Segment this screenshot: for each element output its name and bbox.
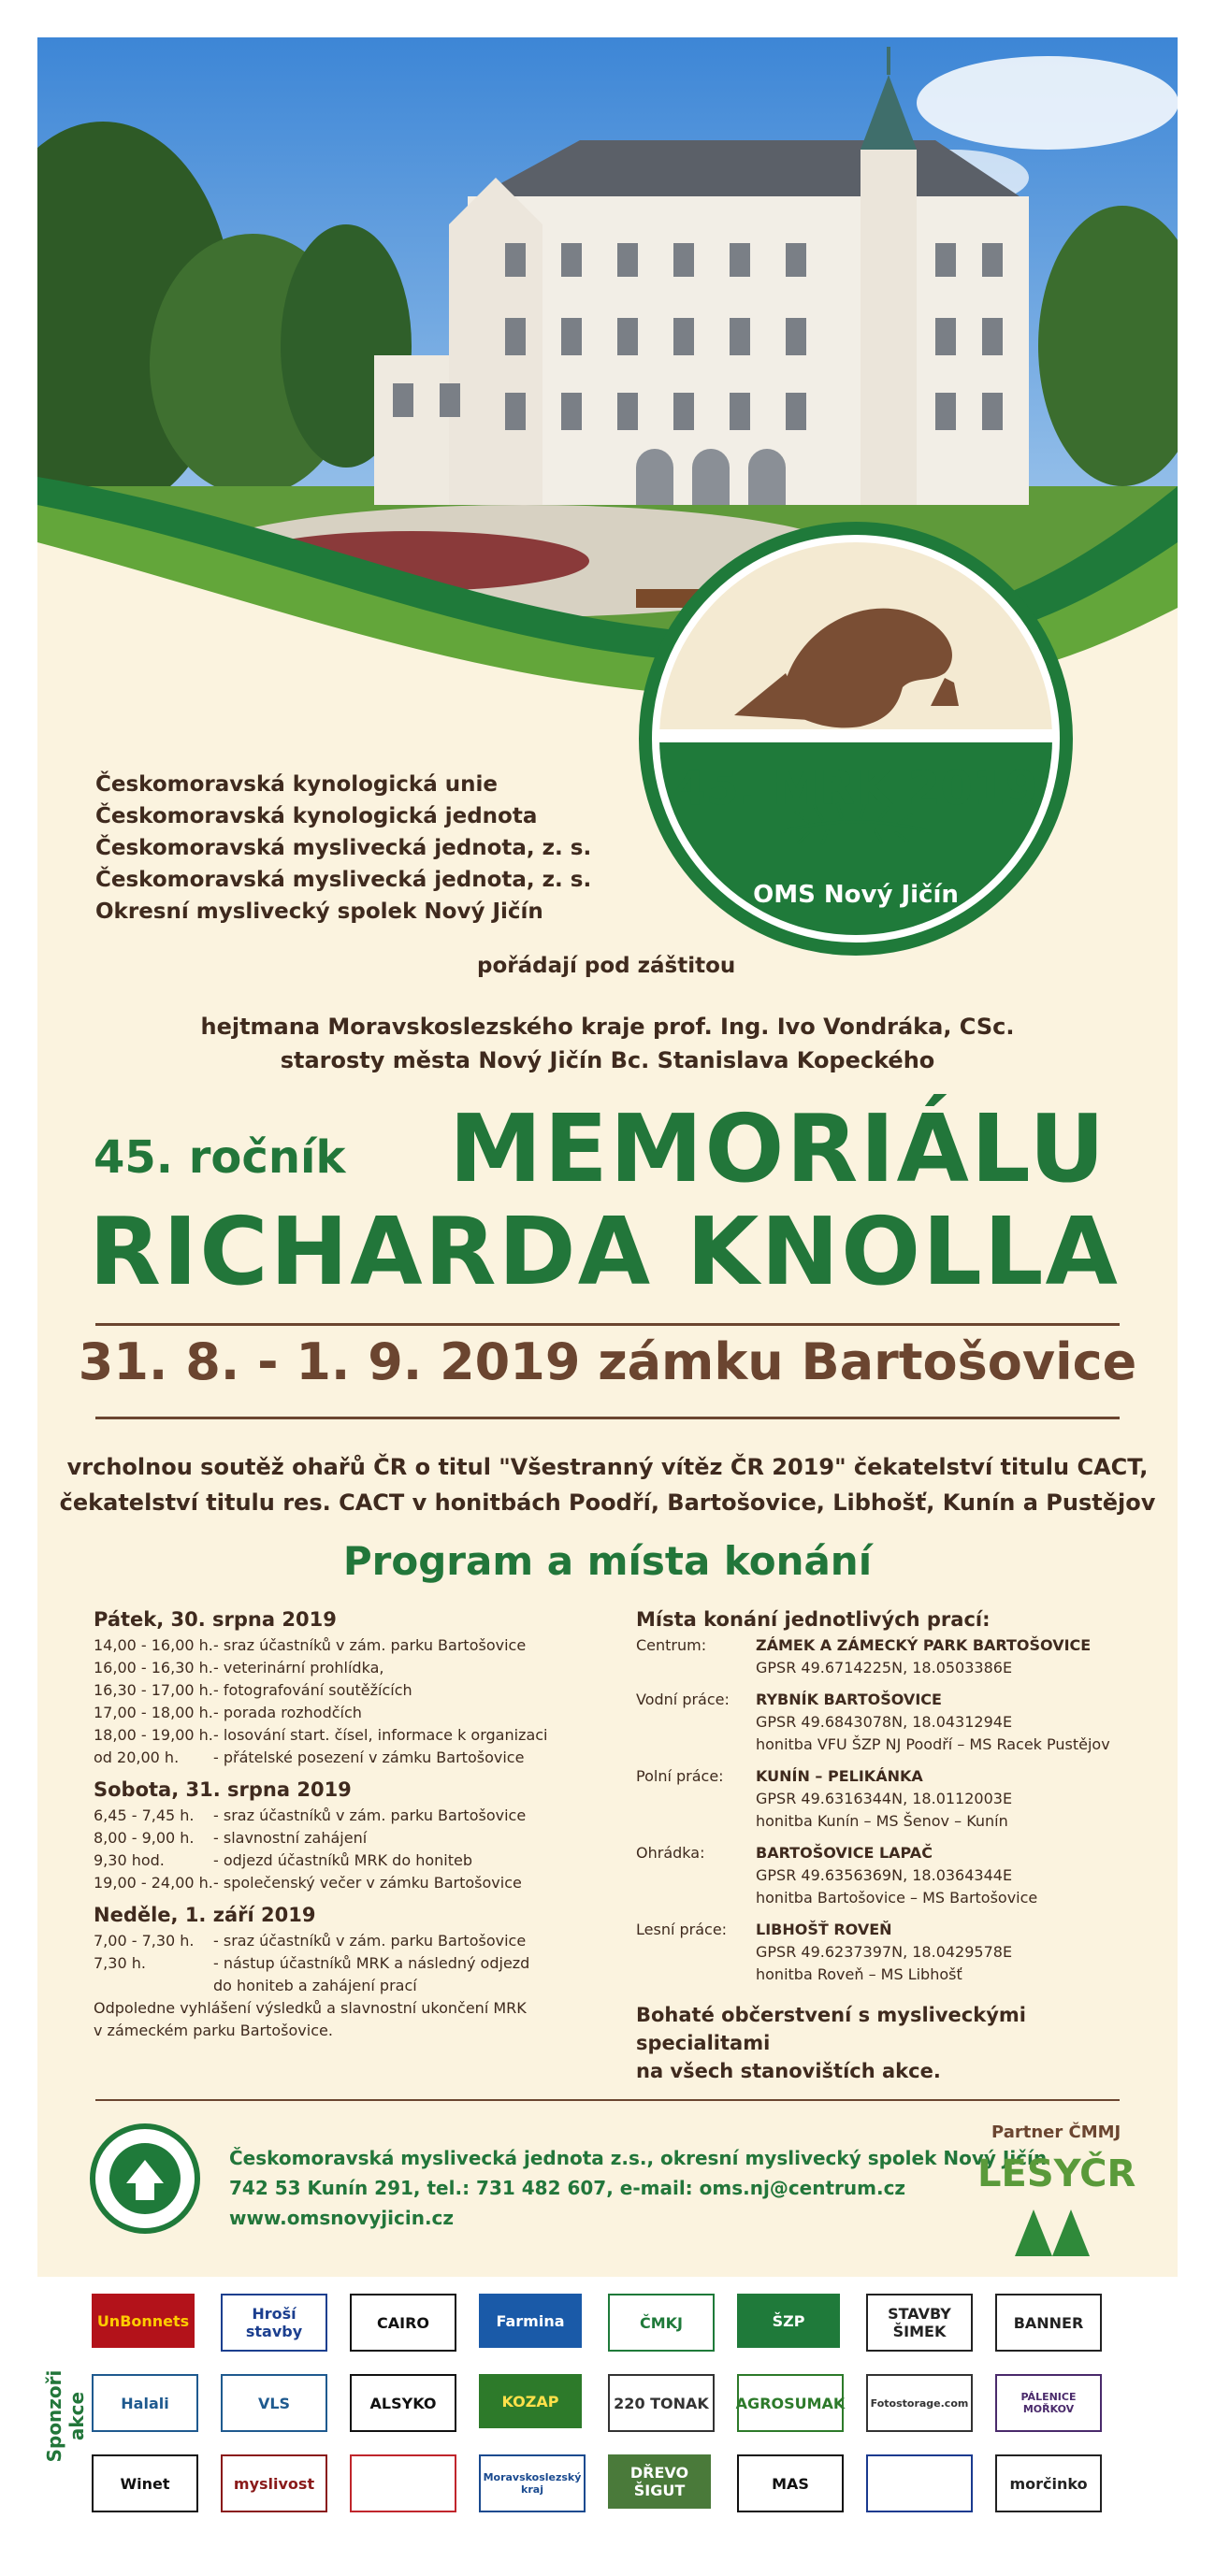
venue-label: Centrum: — [636, 1636, 707, 1654]
divider — [95, 1323, 1120, 1326]
organizer: Českomoravská myslivecká jednota, z. s. — [95, 836, 592, 860]
venue-hunting-ground: honitba Bartošovice – MS Bartošovice — [756, 1889, 1038, 1907]
schedule-item — [94, 1952, 617, 1975]
organizers-list — [95, 769, 591, 928]
venue — [636, 1689, 1141, 1756]
sponsor-logo: BANNER — [995, 2294, 1102, 2352]
venue — [636, 1765, 1141, 1833]
organizer: Českomoravská myslivecká jednota, z. s. — [95, 868, 592, 892]
sponsor-logo: Hroší stavby — [221, 2294, 327, 2352]
program-schedule — [94, 1599, 617, 2042]
venues-list — [636, 1599, 1141, 2085]
badge-subtitle: OMS Nový Jičín — [753, 881, 959, 909]
time: 17,00 - 18,00 h. — [94, 1704, 213, 1721]
day-heading: Sobota, 31. srpna 2019 — [94, 1778, 352, 1801]
day-heading: Neděle, 1. září 2019 — [94, 1904, 316, 1926]
time: 18,00 - 19,00 h. — [94, 1726, 213, 1744]
partner-logo: LESYČR — [977, 2152, 1136, 2195]
patrons — [37, 1010, 1178, 1077]
time: 16,00 - 16,30 h. — [94, 1659, 213, 1677]
poster — [37, 37, 1178, 2539]
schedule-item — [94, 1679, 617, 1702]
activity: - sraz účastníků v zám. parku Bartošovice — [213, 1806, 527, 1824]
sponsor-logo: ALSYKO — [350, 2374, 456, 2432]
organizer: Okresní myslivecký spolek Nový Jičín — [95, 899, 543, 924]
closing-note-line: v zámeckém parku Bartošovice. — [94, 2022, 333, 2039]
event-dates: 31. 8. - 1. 9. 2019 zámku Bartošovice — [78, 1332, 1137, 1391]
time: 7,30 h. — [94, 1954, 146, 1972]
sponsor-logo: UnBonnets — [92, 2294, 195, 2348]
contact-address: 742 53 Kunín 291, tel.: 731 482 607, e-mail: oms.nj@centrum.cz — [229, 2177, 906, 2199]
organizer: Českomoravská kynologická jednota — [95, 804, 538, 828]
sponsor-logo: PÁLENICE MOŘKOV — [995, 2374, 1102, 2432]
description-line: vrcholnou soutěž ohařů ČR o titul "Všestranný vítěz ČR 2019" čekatelství titulu CACT, — [66, 1454, 1149, 1480]
activity: - losování start. čísel, informace k organizaci — [213, 1726, 548, 1744]
sponsor-logo: DŘEVO ŠIGUT — [608, 2454, 711, 2509]
sponsor-logo: ČMKJ — [608, 2294, 715, 2352]
time: 19,00 - 24,00 h. — [94, 1874, 213, 1892]
sponsor-logo: Winet — [92, 2454, 198, 2512]
divider — [95, 1417, 1120, 1419]
venue-hunting-ground: honitba VFU ŠZP NJ Poodří – MS Racek Pustějov — [756, 1735, 1110, 1753]
refreshments-line: na všech stanovištích akce. — [636, 2060, 941, 2082]
venue-label: Polní práce: — [636, 1767, 724, 1785]
time: od 20,00 h. — [94, 1749, 180, 1766]
description-line: čekatelství titulu res. CACT v honitbách Poodří, Bartošovice, Libhošť, Kunín a Pustějov — [59, 1489, 1156, 1516]
sponsors-label: Sponzoři akce — [43, 2369, 88, 2463]
patronage-intro: pořádají pod záštitou — [477, 954, 736, 978]
sponsor-logo: Moravskoslezský kraj — [479, 2454, 586, 2512]
sponsor-logo — [350, 2454, 456, 2512]
lesy-cr-mark-icon — [1010, 2205, 1094, 2261]
venue-gps: GPSR 49.6316344N, 18.0112003E — [756, 1790, 1013, 1807]
activity: - společenský večer v zámku Bartošovice — [213, 1874, 522, 1892]
program-heading: Program a místa konání — [342, 1538, 873, 1584]
partner-label: Partner ČMMJ — [991, 2123, 1121, 2142]
time: 8,00 - 9,00 h. — [94, 1829, 195, 1847]
sponsor-logo: Fotostorage.com — [866, 2374, 973, 2432]
venue-name: KUNÍN – PELIKÁNKA — [756, 1767, 923, 1785]
schedule-item — [94, 1657, 617, 1679]
time: 9,30 hod. — [94, 1851, 165, 1869]
sponsor-logo: Farmina — [479, 2294, 582, 2348]
sponsor-logo: MAS — [737, 2454, 844, 2512]
sponsor-logo: AGROSUMAK — [737, 2374, 844, 2432]
contact-info — [229, 2143, 1047, 2233]
venue-gps: GPSR 49.6237397N, 18.0429578E — [756, 1943, 1013, 1961]
venue-name: RYBNÍK BARTOŠOVICE — [756, 1691, 942, 1708]
venue-label: Lesní práce: — [636, 1921, 728, 1938]
closing-note-line: Odpoledne vyhlášení výsledků a slavnostní ukončení MRK — [94, 1999, 527, 2017]
schedule-item — [94, 1805, 617, 1827]
activity: - přátelské posezení v zámku Bartošovice — [213, 1749, 525, 1766]
sponsor-logo: VLS — [221, 2374, 327, 2432]
venue-label: Ohrádka: — [636, 1844, 705, 1862]
sponsor-logo: ŠZP — [737, 2294, 840, 2348]
refreshments — [636, 2001, 1141, 2085]
description — [37, 1449, 1178, 1520]
schedule-item — [94, 1827, 617, 1849]
time: 7,00 - 7,30 h. — [94, 1932, 195, 1950]
venue-name: ZÁMEK A ZÁMECKÝ PARK BARTOŠOVICE — [756, 1636, 1092, 1654]
sponsor-logo: Halali — [92, 2374, 198, 2432]
patron: starosty města Nový Jičín Bc. Stanislava Kopeckého — [280, 1047, 935, 1073]
activity: - odjezd účastníků MRK do honiteb — [213, 1851, 472, 1869]
venues-heading: Místa konání jednotlivých prací: — [636, 1608, 991, 1631]
venue-gps: GPSR 49.6714225N, 18.0503386E — [756, 1659, 1013, 1677]
time: 16,30 - 17,00 h. — [94, 1681, 213, 1699]
activity: do honiteb a zahájení prací — [213, 1977, 417, 1994]
venue-hunting-ground: honitba Roveň – MS Libhošť — [756, 1965, 962, 1983]
activity: - nástup účastníků MRK a následný odjezd — [213, 1954, 530, 1972]
schedule-item — [94, 1849, 617, 1872]
time: 6,45 - 7,45 h. — [94, 1806, 195, 1824]
sponsor-logo: CAIRO — [350, 2294, 456, 2352]
title-line-1: MEMORIÁLU — [449, 1094, 1107, 1203]
venue-name: BARTOŠOVICE LAPAČ — [756, 1844, 933, 1862]
sponsor-logo: KOZAP — [479, 2374, 582, 2428]
divider — [95, 2099, 1120, 2101]
venue-name: LIBHOŠŤ ROVEŇ — [756, 1921, 892, 1938]
event-badge — [622, 519, 1090, 958]
contact-website[interactable]: www.omsnovyjicin.cz — [229, 2207, 455, 2229]
sponsor-logo — [866, 2454, 973, 2512]
venue — [636, 1842, 1141, 1909]
organizer: Českomoravská kynologická unie — [95, 772, 498, 797]
edition: 45. ročník — [94, 1131, 346, 1184]
venue-gps: GPSR 49.6356369N, 18.0364344E — [756, 1866, 1013, 1884]
activity: - fotografování soutěžících — [213, 1681, 412, 1699]
schedule-item — [94, 1634, 617, 1657]
activity: - sraz účastníků v zám. parku Bartošovice — [213, 1932, 527, 1950]
schedule-item — [94, 1747, 617, 1769]
activity: - veterinární prohlídka, — [213, 1659, 384, 1677]
patron: hejtmana Moravskoslezského kraje prof. Ing. Ivo Vondráka, CSc. — [200, 1014, 1015, 1040]
schedule-item — [94, 1872, 617, 1894]
activity: - sraz účastníků v zám. parku Bartošovice — [213, 1636, 527, 1654]
schedule-item — [94, 1930, 617, 1952]
cmmj-logo-icon — [89, 2118, 201, 2239]
venue-label: Vodní práce: — [636, 1691, 730, 1708]
sponsor-logo: STAVBY ŠIMEK — [866, 2294, 973, 2352]
schedule-item — [94, 1975, 617, 1997]
day-heading: Pátek, 30. srpna 2019 — [94, 1608, 337, 1631]
title-line-2: RICHARDA KNOLLA — [89, 1197, 1120, 1306]
time — [94, 1975, 213, 1997]
venue — [636, 1919, 1141, 1986]
activity: - slavnostní zahájení — [213, 1829, 368, 1847]
contact-org: Českomoravská myslivecká jednota z.s., okresní myslivecký spolek Nový Jičín — [229, 2147, 1048, 2169]
sponsors-band — [37, 2277, 1178, 2539]
sponsor-logo: myslivost — [221, 2454, 327, 2512]
sponsor-logo: 220 TONAK — [608, 2374, 715, 2432]
time: 14,00 - 16,00 h. — [94, 1636, 213, 1654]
venue — [636, 1634, 1141, 1679]
sponsor-logo: morčinko — [995, 2454, 1102, 2512]
schedule-item — [94, 1724, 617, 1747]
venue-gps: GPSR 49.6843078N, 18.0431294E — [756, 1713, 1013, 1731]
badge-title: 45. MRK 2019 — [673, 761, 1038, 815]
schedule-item — [94, 1702, 617, 1724]
venue-hunting-ground: honitba Kunín – MS Šenov – Kunín — [756, 1812, 1008, 1830]
refreshments-line: Bohaté občerstvení s mysliveckými specialitami — [636, 2004, 1026, 2054]
activity: - porada rozhodčích — [213, 1704, 362, 1721]
